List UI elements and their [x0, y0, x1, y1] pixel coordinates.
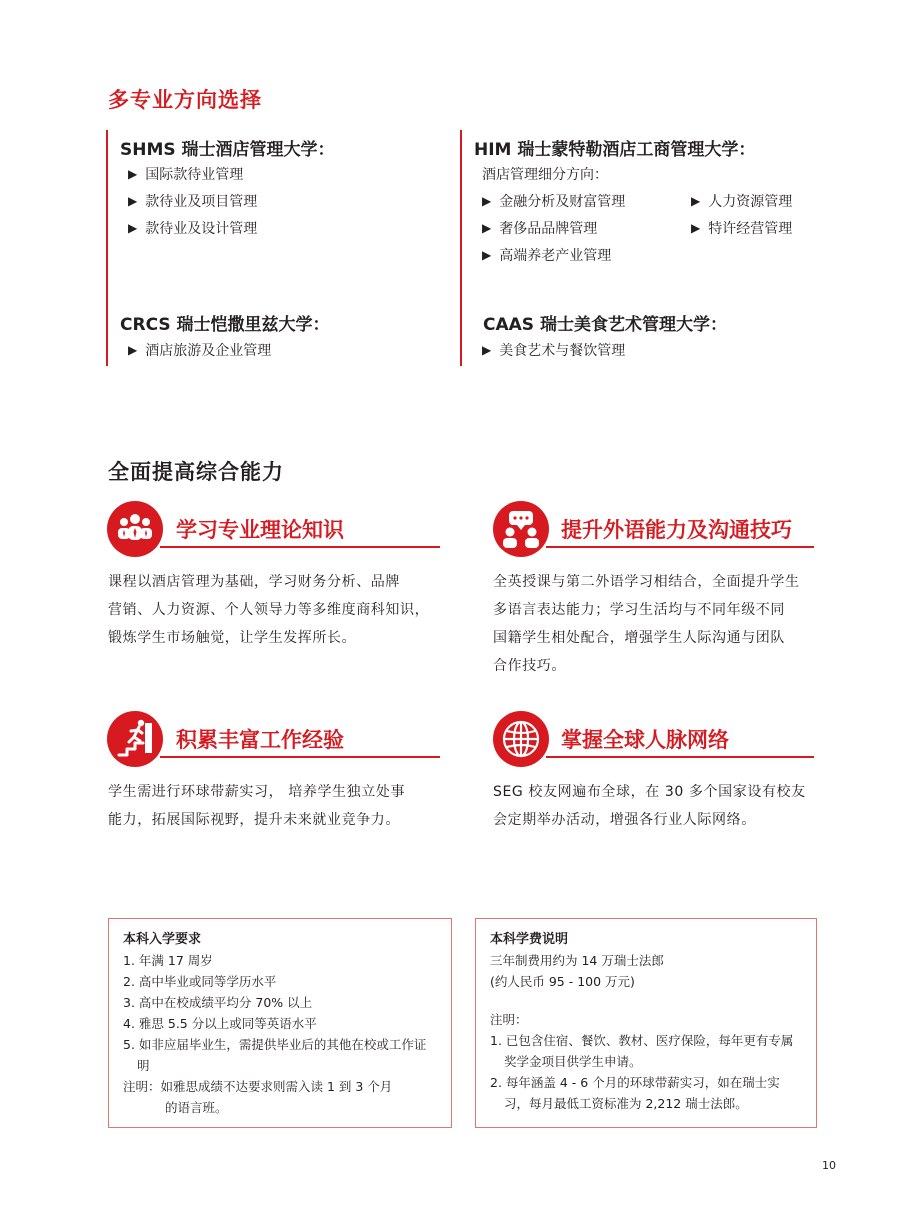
admission-note-cont: 的语言班。	[165, 1100, 228, 1115]
feature-text	[108, 568, 429, 652]
text-line: 合作技巧。	[493, 658, 566, 674]
crcs-list	[128, 338, 271, 365]
him-sub-label: 酒店管理细分方向：	[482, 167, 608, 183]
list-item: ▶ 人力资源管理	[691, 189, 792, 216]
list-item: ▶ 款待业及项目管理	[128, 189, 257, 216]
tuition-note-label: 注明：	[490, 1012, 528, 1027]
admission-list	[123, 950, 437, 1076]
list-item: ▶ 高端养老产业管理	[482, 243, 625, 270]
divider-middle	[460, 130, 462, 366]
text-line: 锻炼学生市场触觉，让学生发挥所长。	[108, 630, 357, 646]
feature-underline	[160, 546, 440, 548]
runner-stairs-icon	[107, 711, 163, 767]
list-item: ▶ 美食艺术与餐饮管理	[482, 338, 625, 365]
admission-note: 注明：如雅思成绩不达要求则需入读 1 到 3 个月	[123, 1079, 393, 1094]
text-line: SEG 校友网遍布全球，在 30 多个国家设有校友	[493, 784, 806, 800]
page-number: 10	[822, 1159, 836, 1172]
text-line: 全英授课与第二外语学习相结合，全面提升学生	[493, 574, 800, 590]
text-line: 学生需进行环球带薪实习， 培养学生独立处事	[108, 784, 406, 800]
shms-list	[128, 162, 257, 243]
list-item: 5. 如非应届毕业生，需提供毕业后的其他在校或工作证明	[123, 1037, 427, 1073]
uni-name-crcs: CRCS 瑞士恺撒里兹大学：	[120, 315, 330, 335]
tuition-note-item: 2. 每年涵盖 4 - 6 个月的环球带薪实习，如在瑞士实习，每月最低工资标准为 2,212 瑞士法郎。	[490, 1075, 780, 1111]
globe-icon	[493, 711, 549, 767]
feature-text	[493, 568, 800, 680]
section-title-abilities: 全面提高综合能力	[108, 460, 284, 484]
text-line: 课程以酒店管理为基础，学习财务分析、品牌	[108, 574, 400, 590]
tuition-box	[475, 918, 817, 1128]
caas-list	[482, 338, 625, 365]
tuition-note-item: 1. 已包含住宿、餐饮、教材、医疗保险，每年更有专属奖学金项目供学生申请。	[490, 1033, 794, 1069]
uni-name-caas: CAAS 瑞士美食艺术管理大学：	[483, 315, 727, 335]
admission-box	[108, 918, 452, 1128]
feature-title: 积累丰富工作经验	[176, 728, 344, 752]
team-people-icon	[107, 501, 163, 557]
tuition-title: 本科学费说明	[490, 932, 569, 947]
list-item: ▶ 特许经营管理	[691, 216, 792, 243]
feature-underline	[546, 546, 814, 548]
feature-title: 学习专业理论知识	[176, 518, 344, 542]
section-title-majors: 多专业方向选择	[108, 88, 262, 112]
list-item: ▶ 酒店旅游及企业管理	[128, 338, 271, 365]
list-item: 4. 雅思 5.5 分以上或同等英语水平	[123, 1016, 317, 1031]
feature-underline	[160, 756, 440, 758]
uni-name-him: HIM 瑞士蒙特勒酒店工商管理大学：	[474, 140, 756, 160]
him-list-col2	[691, 189, 792, 243]
divider-left	[106, 130, 108, 366]
text-line: 营销、人力资源、个人领导力等多维度商科知识，	[108, 602, 430, 618]
list-item: ▶ 金融分析及财富管理	[482, 189, 625, 216]
feature-text	[493, 778, 806, 834]
list-item: 3. 高中在校成绩平均分 70% 以上	[123, 995, 313, 1010]
feature-underline	[546, 756, 814, 758]
text-line: 多语言表达能力；学习生活均与不同年级不同	[493, 602, 785, 618]
uni-name-shms: SHMS 瑞士酒店管理大学：	[120, 140, 335, 160]
list-item: ▶ 奢侈品品牌管理	[482, 216, 625, 243]
speech-conversation-icon	[493, 501, 549, 557]
text-line: 会定期举办活动，增强各行业人际网络。	[493, 812, 756, 828]
list-item: ▶ 款待业及设计管理	[128, 216, 257, 243]
admission-title: 本科入学要求	[123, 932, 202, 947]
text-line: 国籍学生相处配合，增强学生人际沟通与团队	[493, 630, 785, 646]
text-line: 能力，拓展国际视野，提升未来就业竞争力。	[108, 812, 400, 828]
feature-title: 掌握全球人脉网络	[561, 728, 729, 752]
list-item: 2. 高中毕业或同等学历水平	[123, 974, 277, 989]
feature-title: 提升外语能力及沟通技巧	[561, 518, 792, 542]
list-item: ▶ 国际款待业管理	[128, 162, 257, 189]
feature-text	[108, 778, 405, 834]
tuition-fee: 三年制费用约为 14 万瑞士法郎	[490, 953, 664, 968]
him-list-col1	[482, 189, 625, 270]
list-item: 1. 年满 17 周岁	[123, 953, 213, 968]
tuition-fee-rmb: (约人民币 95 - 100 万元)	[490, 974, 635, 989]
